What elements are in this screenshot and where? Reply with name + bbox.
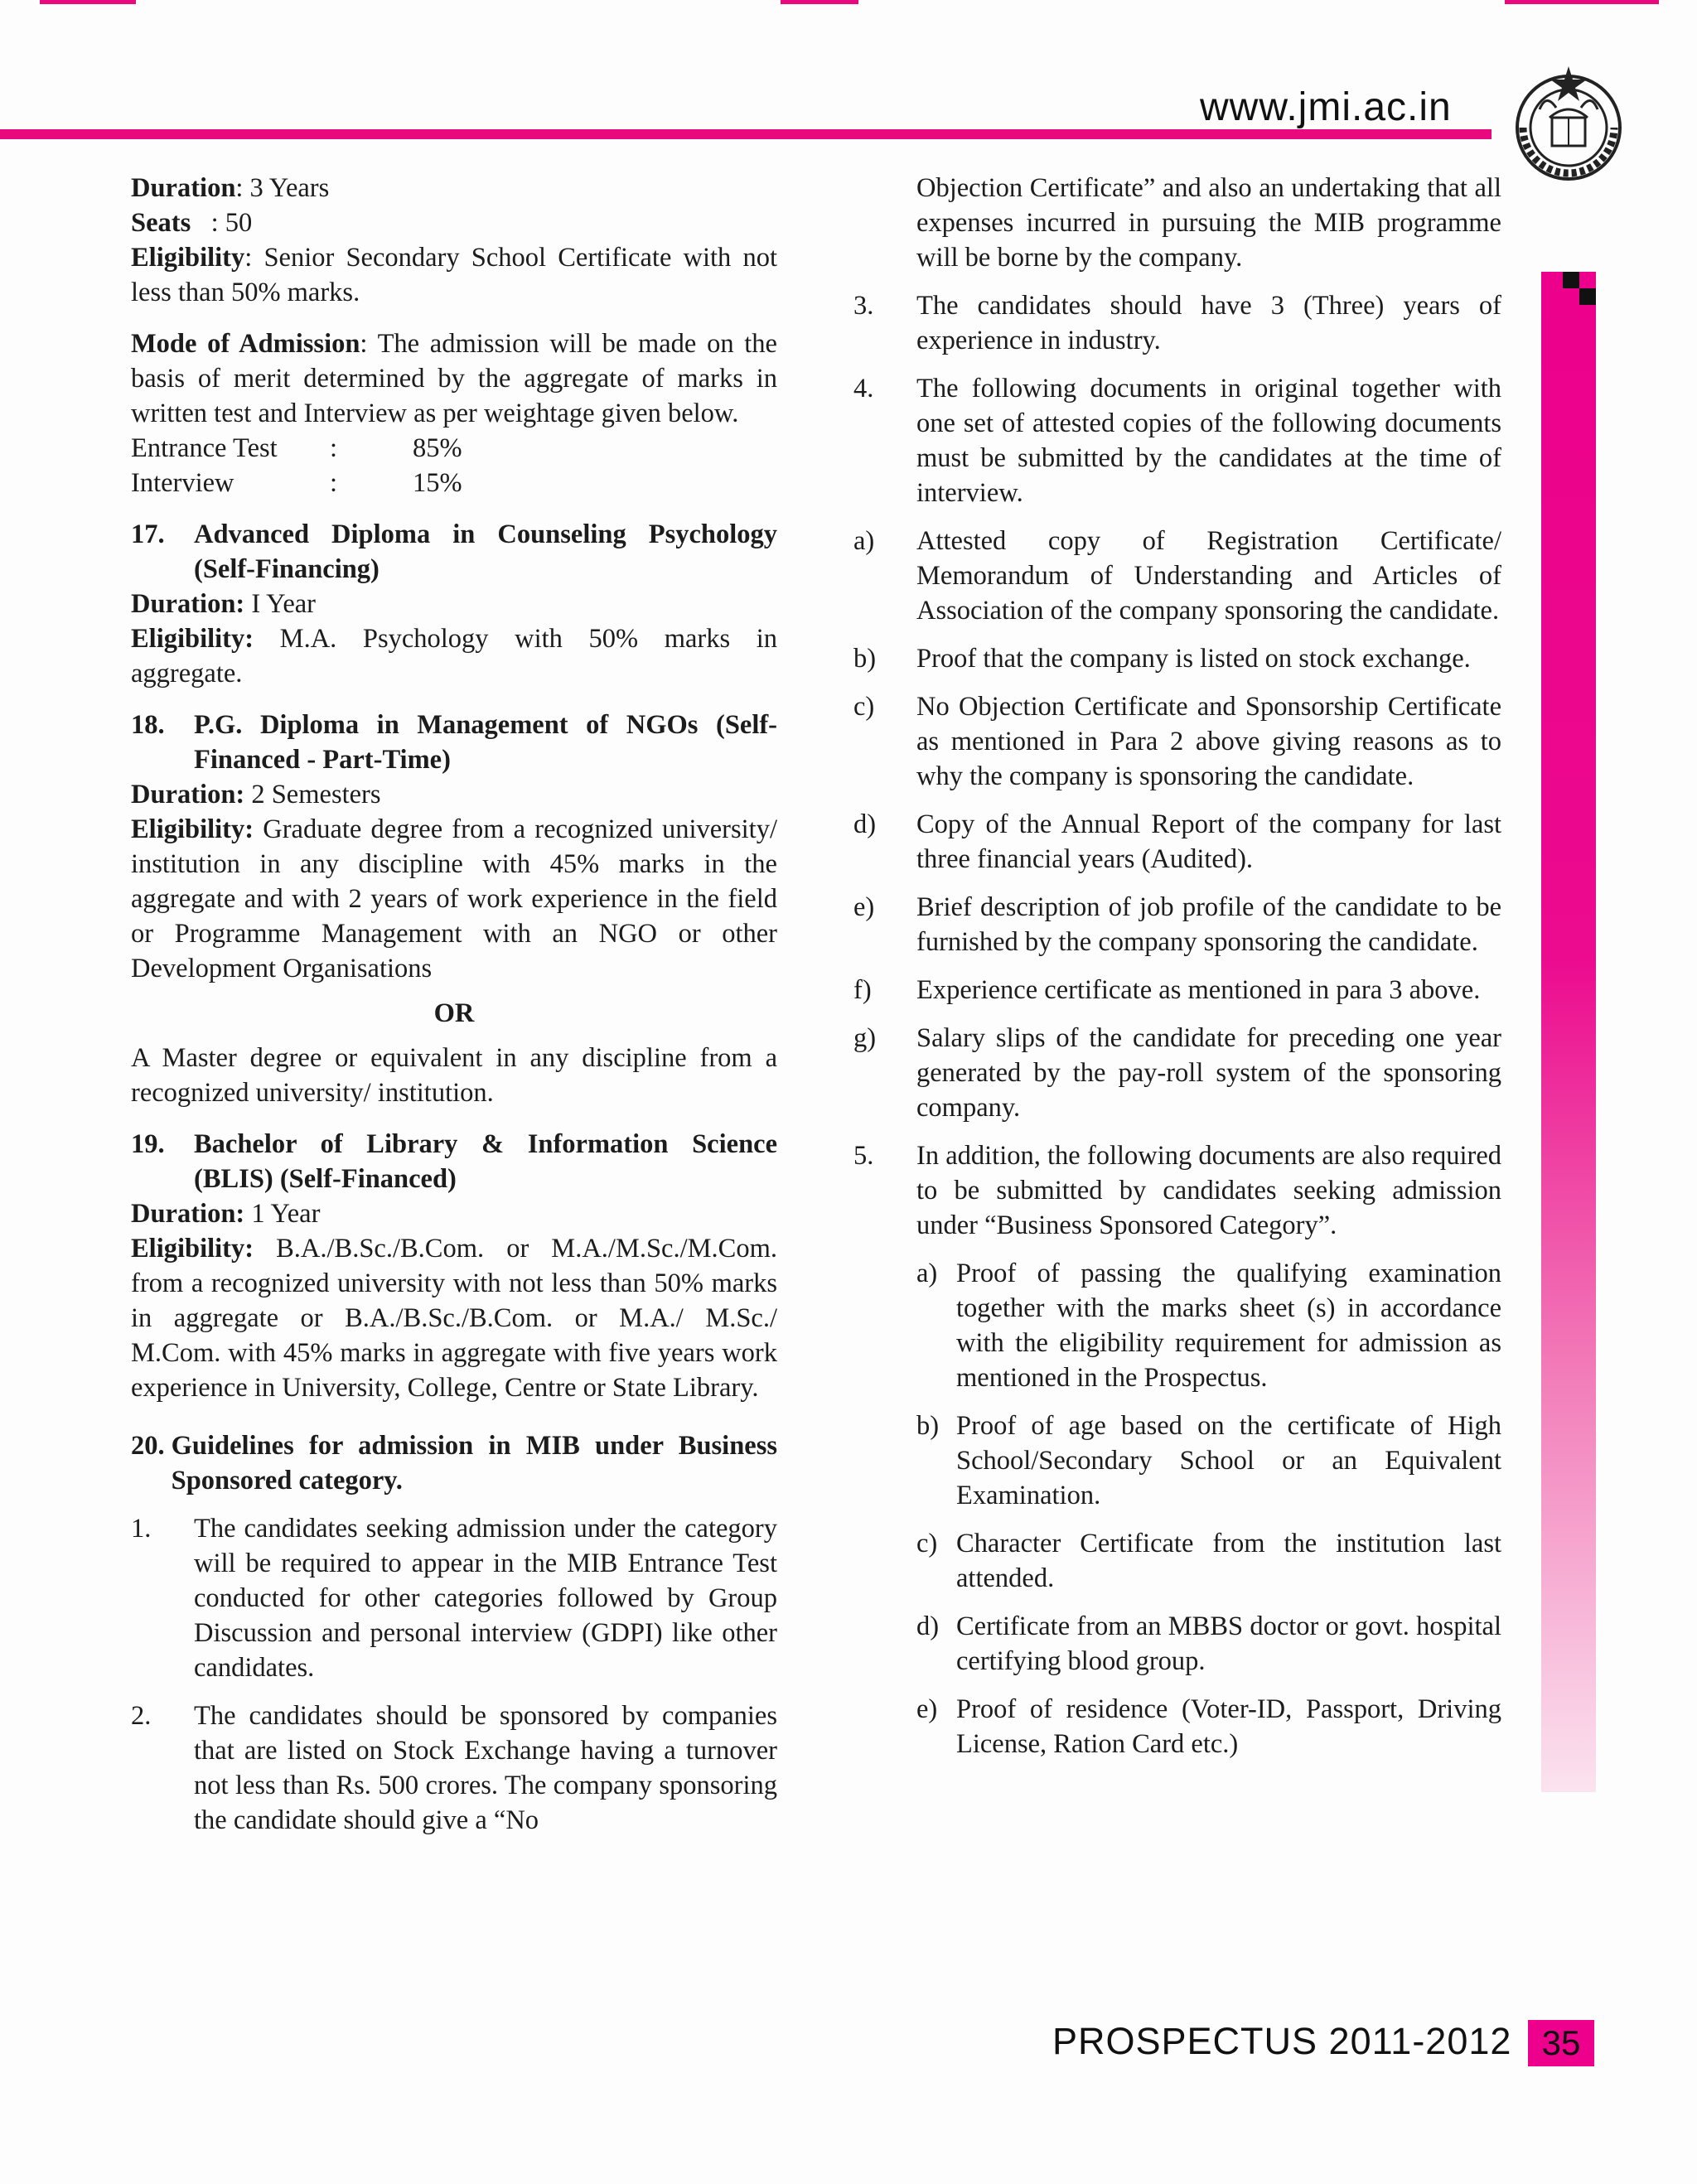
list-item: 5. In addition, the following documents are also required to be submitted by candidates seeking admission under “Business Sponsored Category”. (853, 1141, 1501, 1240)
list-item: 2. The candidates should be sponsored by companies that are listed on Stock Exchange having a turnover not less than Rs. 500 crores. The company sponsoring the candidate should give a “No (131, 1701, 777, 1835)
list-item: 4. The following documents in original together with one set of attested copies of the following documents must be submitted by the candidates at the time of interview. (853, 374, 1501, 508)
section-heading: 18. P.G. Diploma in Management of NGOs (Self-Financed - Part-Time) (131, 710, 777, 775)
document-item: f) Experience certificate as mentioned in para 3 above. (853, 975, 1481, 1005)
footer-title: PROSPECTUS 2011-2012 (1052, 2020, 1512, 2062)
or-separator: OR (433, 998, 475, 1028)
sub-item: b) Proof of age based on the certificate of High School/Secondary School or an Equivalent Examination. (916, 1411, 1501, 1510)
decor-square (1579, 288, 1596, 305)
sub-item: e) Proof of residence (Voter-ID, Passport, Driving License, Ration Card etc.) (916, 1694, 1501, 1759)
duration-line: Duration: 1 Year (131, 1199, 321, 1229)
document-item: a) Attested copy of Registration Certificate/ Memorandum of Understanding and Articles of Association of the company sponsoring the candidate. (853, 526, 1501, 626)
side-accent-bar (1541, 272, 1596, 1792)
top-accent-tick (1505, 0, 1659, 4)
document-item: d) Copy of the Annual Report of the company for last three financial years (Audited). (853, 809, 1501, 874)
document-item: g) Salary slips of the candidate for preceding one year generated by the pay-roll system of the sponsoring company. (853, 1023, 1501, 1123)
seats-line: Seats : 50 (131, 208, 253, 238)
sub-item: d) Certificate from an MBBS doctor or govt. hospital certifying blood group. (916, 1611, 1501, 1676)
list-item: 3. The candidates should have 3 (Three) years of experience in industry. (853, 291, 1501, 355)
section-heading: 17. Advanced Diploma in Counseling Psychology (Self-Financing) (131, 519, 777, 584)
list-item: 1. The candidates seeking admission under the category will be required to appear in the MIB Entrance Test conducted for other categories followed by Group Discussion and personal interview (GDPI) like other candidates. (131, 1514, 777, 1683)
sub-item: c) Character Certificate from the institution last attended. (916, 1529, 1501, 1593)
top-accent-tick (40, 0, 136, 4)
section-heading: 19. Bachelor of Library & Information Science (BLIS) (Self-Financed) (131, 1129, 777, 1194)
continued-paragraph: Objection Certificate” and also an undertaking that all expenses incurred in pursuing the MIB programme will be borne by the company. (916, 173, 1501, 273)
eligibility-line: Eligibility: Graduate degree from a recognized university/ institution in any discipline with 45% marks in the aggregate and with 2 years of work experience in the field or Programme Management with an NGO or other Development Organisations (131, 814, 777, 983)
eligibility-line: Eligibility: M.A. Psychology with 50% marks in aggregate. (131, 624, 777, 689)
university-emblem-logo (1506, 60, 1631, 184)
eligibility-line: Eligibility: Senior Secondary School Certificate with not less than 50% marks. (131, 243, 777, 307)
eligibility-line: Eligibility: B.A./B.Sc./B.Com. or M.A./M.Sc./M.Com. from a recognized university with not less than 50% marks in aggregate or B.A./B.Sc./B.Com. or M.A./ M.Sc./ M.Com. with 45% marks in aggregate with five years work experience in University, College, Centre or State Library. (131, 1234, 777, 1403)
weightage-row: Entrance Test : 85% (131, 433, 462, 463)
left-column (131, 171, 777, 1838)
weightage-row: Interview : 15% (131, 468, 462, 498)
duration-line: Duration: I Year (131, 589, 316, 619)
site-url: www.jmi.ac.in (1200, 85, 1452, 129)
document-item: e) Brief description of job profile of the candidate to be furnished by the company sponsoring the candidate. (853, 892, 1501, 957)
header-rule (0, 129, 1492, 139)
page-number: 35 (1528, 2020, 1594, 2066)
duration-line: Duration: 3 Years (131, 173, 330, 203)
section-heading: 20. Guidelines for admission in MIB under Business Sponsored category. (131, 1431, 777, 1495)
top-accent-tick (781, 0, 858, 4)
document-item: b) Proof that the company is listed on stock exchange. (853, 644, 1471, 674)
alternate-eligibility: A Master degree or equivalent in any discipline from a recognized university/ institution. (131, 1043, 777, 1108)
decor-square (1563, 272, 1579, 288)
duration-line: Duration: 2 Semesters (131, 780, 381, 809)
right-column (853, 171, 1501, 1761)
mode-of-admission: Mode of Admission: The admission will be made on the basis of merit determined by the aggregate of marks in written test and Interview as per weightage given below. (131, 329, 777, 428)
sub-item: a) Proof of passing the qualifying examination together with the marks sheet (s) in accordance with the eligibility requirement for admission as mentioned in the Prospectus. (916, 1259, 1501, 1393)
document-item: c) No Objection Certificate and Sponsorship Certificate as mentioned in Para 2 above giving reasons as to why the company is sponsoring the candidate. (853, 692, 1501, 791)
